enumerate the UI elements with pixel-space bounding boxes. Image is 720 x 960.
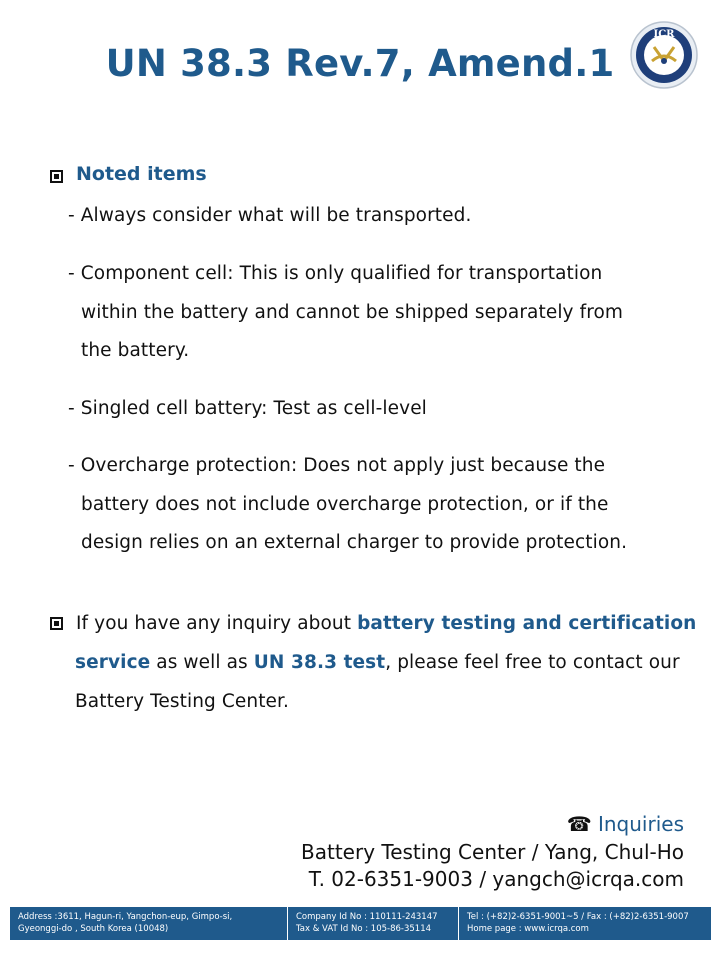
svg-text:ICR: ICR xyxy=(653,29,675,40)
contact-phone-email: T. 02-6351-9003 / yangch@icrqa.com xyxy=(308,867,684,891)
footer-bar xyxy=(10,907,711,940)
noted-line-7: battery does not include overcharge protection, or if the xyxy=(81,494,609,515)
footer-company-id: Company Id No : 110111-243147 xyxy=(296,912,438,922)
footer-address-line-1: Address :3611, Hagun-ri, Yangchon-eup, Gimpo-si, xyxy=(18,912,233,922)
noted-line-6: - Overcharge protection: Does not apply just because the xyxy=(68,455,606,476)
inquiries-label: Inquiries xyxy=(597,812,684,836)
inquiry-text-2: as well as xyxy=(150,652,254,673)
contact-heading-row xyxy=(567,812,684,836)
inquiry-highlight-un383: UN 38.3 test xyxy=(253,652,386,673)
noted-line-1: - Always consider what will be transported. xyxy=(68,205,472,226)
footer-address-line-2: Gyeonggi-do , South Korea (10048) xyxy=(18,924,169,934)
inquiry-line-1 xyxy=(76,613,696,634)
inquiry-bullet-icon xyxy=(50,617,63,630)
icr-logo xyxy=(630,21,698,89)
footer-tel-fax: Tel : (+82)2-6351-9001~5 / Fax : (+82)2-6351-9007 xyxy=(467,912,689,922)
page-title: UN 38.3 Rev.7, Amend.1 xyxy=(105,42,615,85)
inquiry-highlight-service-cont: service xyxy=(75,652,151,673)
footer-contact xyxy=(458,907,711,940)
inquiry-line-2 xyxy=(75,652,680,673)
inquiry-line-3: Battery Testing Center. xyxy=(75,691,290,712)
noted-line-8: design relies on an external charger to provide protection. xyxy=(81,532,628,553)
noted-line-5: - Singled cell battery: Test as cell-level xyxy=(68,398,427,419)
noted-line-3: within the battery and cannot be shipped separately from xyxy=(81,302,624,323)
inquiry-text-1: If you have any inquiry about xyxy=(76,613,358,634)
noted-line-4: the battery. xyxy=(81,340,190,361)
footer-homepage: Home page : www.icrqa.com xyxy=(467,924,589,934)
contact-center-name: Battery Testing Center / Yang, Chul-Ho xyxy=(301,840,684,864)
footer-company xyxy=(287,907,458,940)
noted-line-2: - Component cell: This is only qualified for transportation xyxy=(68,263,603,284)
inquiry-highlight-service: battery testing and certification xyxy=(357,613,697,634)
footer-address xyxy=(10,907,287,940)
inquiry-text-3: , please feel free to contact our xyxy=(385,652,680,673)
footer-tax-id: Tax & VAT Id No : 105-86-35114 xyxy=(296,924,432,934)
telephone-icon: ☎ xyxy=(566,812,592,836)
noted-items-heading: Noted items xyxy=(76,163,207,185)
heading-bullet-icon xyxy=(50,170,63,183)
